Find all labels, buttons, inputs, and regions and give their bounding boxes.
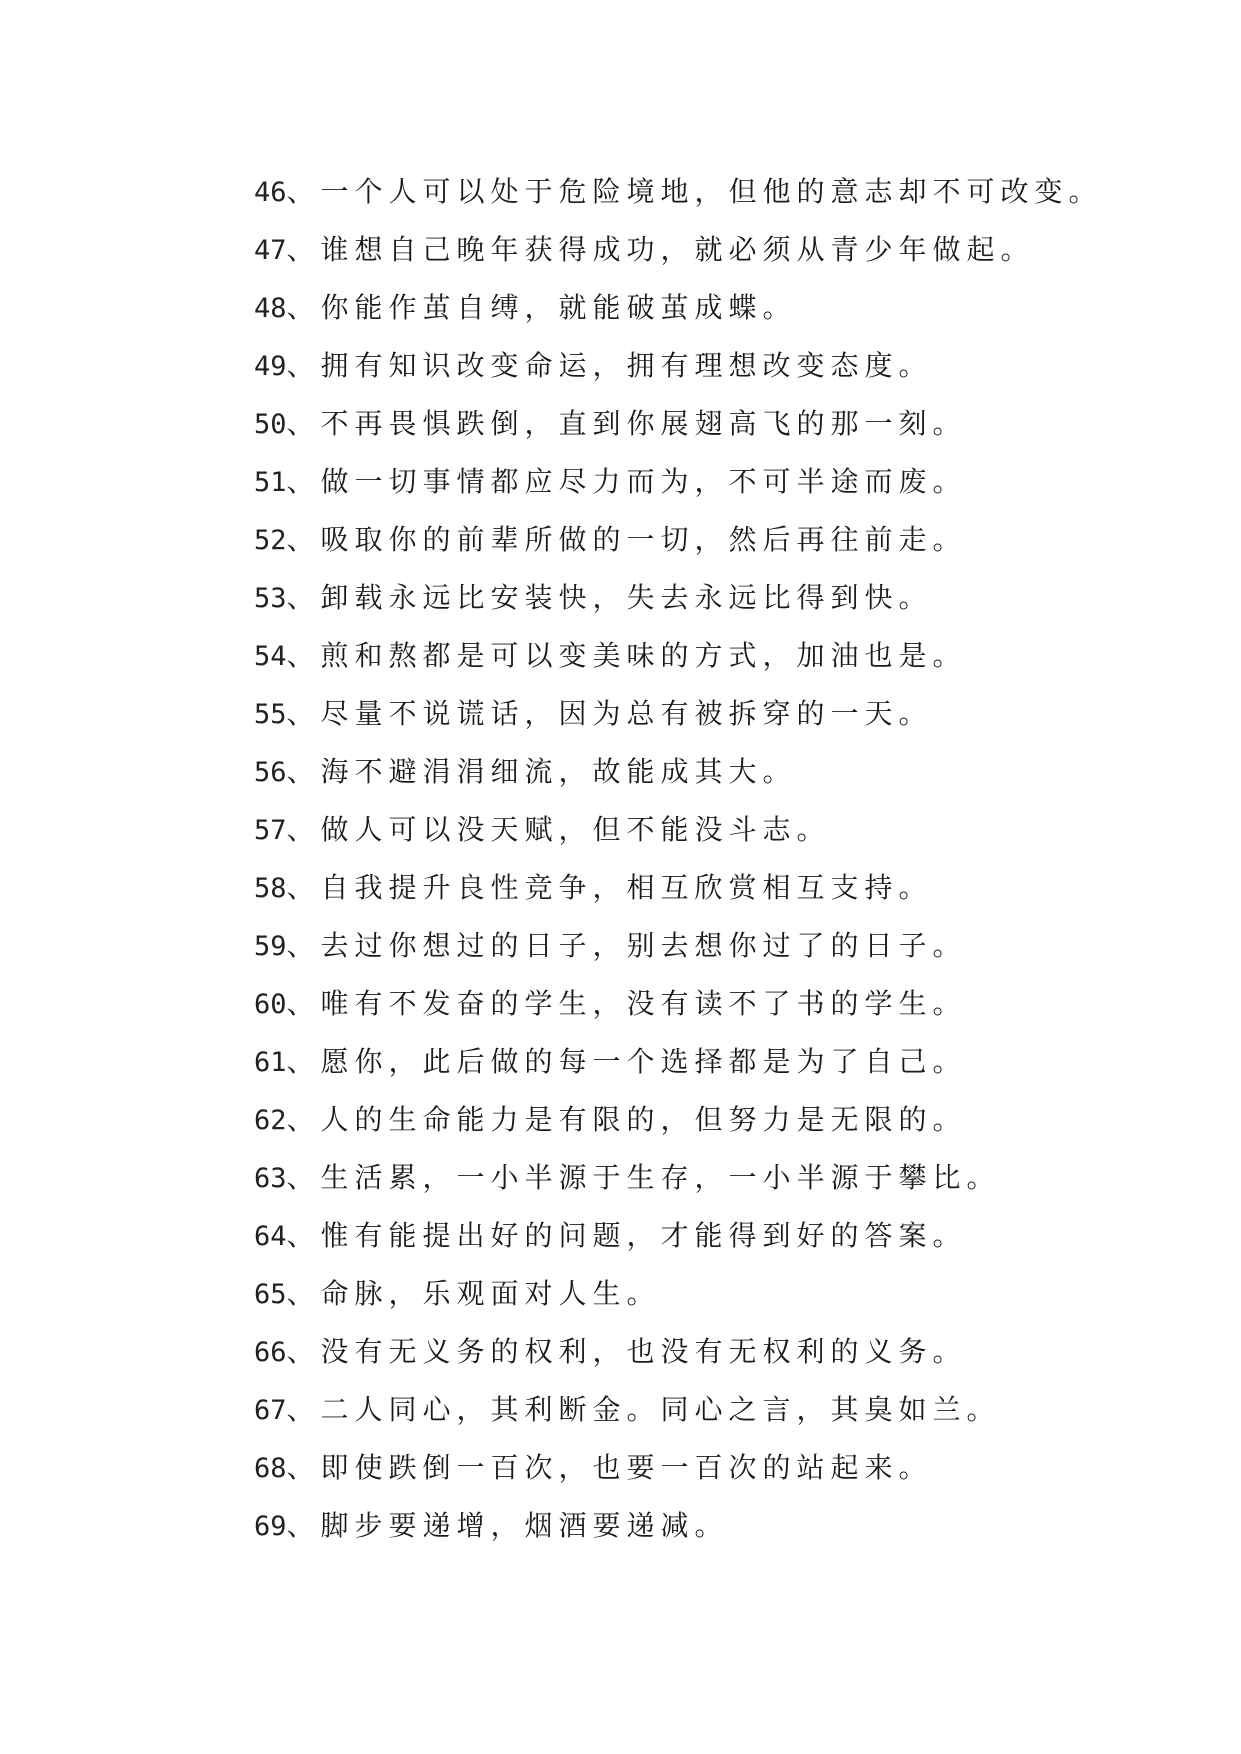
quote-number: 69	[254, 1511, 287, 1542]
quote-separator: 、	[286, 1045, 321, 1078]
quote-number: 54	[254, 641, 287, 672]
quote-separator: 、	[286, 523, 321, 556]
quote-item	[254, 511, 1103, 569]
quote-number: 66	[254, 1337, 287, 1368]
quote-text: 你能作茧自缚，就能破茧成蝶。	[320, 291, 797, 324]
quote-number: 47	[254, 235, 287, 266]
quote-item	[254, 453, 1103, 511]
quote-number: 55	[254, 699, 287, 730]
quote-item	[254, 685, 1103, 743]
quote-number: 63	[254, 1163, 287, 1194]
quote-text: 唯有不发奋的学生，没有读不了书的学生。	[320, 987, 967, 1020]
quote-text: 二人同心，其利断金。同心之言，其臭如兰。	[320, 1393, 1001, 1426]
quote-item	[254, 1265, 1103, 1323]
quote-separator: 、	[286, 1277, 321, 1310]
quote-number: 57	[254, 815, 287, 846]
quote-number: 68	[254, 1453, 287, 1484]
quote-item	[254, 1033, 1103, 1091]
quote-separator: 、	[286, 639, 321, 672]
quote-text: 自我提升良性竞争，相互欣赏相互支持。	[320, 871, 933, 904]
quote-item	[254, 1149, 1103, 1207]
quote-separator: 、	[286, 871, 321, 904]
quote-number: 60	[254, 989, 287, 1020]
quote-item	[254, 279, 1103, 337]
quote-separator: 、	[286, 1219, 321, 1252]
quote-text: 愿你，此后做的每一个选择都是为了自己。	[320, 1045, 967, 1078]
quote-item	[254, 917, 1103, 975]
quote-number: 58	[254, 873, 287, 904]
quote-separator: 、	[286, 349, 321, 382]
quote-separator: 、	[286, 1335, 321, 1368]
quote-number: 61	[254, 1047, 287, 1078]
quote-text: 拥有知识改变命运，拥有理想改变态度。	[320, 349, 933, 382]
quote-text: 没有无义务的权利，也没有无权利的义务。	[320, 1335, 967, 1368]
quote-separator: 、	[286, 1103, 321, 1136]
quote-number: 53	[254, 583, 287, 614]
quote-text: 海不避涓涓细流，故能成其大。	[320, 755, 797, 788]
quote-item	[254, 859, 1103, 917]
quote-separator: 、	[286, 233, 321, 266]
quote-item	[254, 627, 1103, 685]
quote-separator: 、	[286, 929, 321, 962]
quote-number: 62	[254, 1105, 287, 1136]
quote-number: 64	[254, 1221, 287, 1252]
quote-separator: 、	[286, 1393, 321, 1426]
quote-item	[254, 163, 1103, 221]
quote-separator: 、	[286, 987, 321, 1020]
quote-separator: 、	[286, 755, 321, 788]
quote-item	[254, 801, 1103, 859]
quote-number: 51	[254, 467, 287, 498]
quote-list	[254, 163, 1103, 1555]
quote-number: 46	[254, 177, 287, 208]
quote-text: 不再畏惧跌倒，直到你展翅高飞的那一刻。	[320, 407, 967, 440]
quote-item	[254, 1323, 1103, 1381]
quote-item	[254, 395, 1103, 453]
quote-item	[254, 743, 1103, 801]
quote-separator: 、	[286, 813, 321, 846]
quote-item	[254, 1091, 1103, 1149]
quote-item	[254, 975, 1103, 1033]
quote-separator: 、	[286, 581, 321, 614]
quote-text: 生活累，一小半源于生存，一小半源于攀比。	[320, 1161, 1001, 1194]
quote-text: 做人可以没天赋，但不能没斗志。	[320, 813, 831, 846]
quote-text: 去过你想过的日子，别去想你过了的日子。	[320, 929, 967, 962]
quote-item	[254, 1381, 1103, 1439]
quote-separator: 、	[286, 1451, 321, 1484]
quote-separator: 、	[286, 407, 321, 440]
quote-separator: 、	[286, 465, 321, 498]
quote-text: 人的生命能力是有限的，但努力是无限的。	[320, 1103, 967, 1136]
quote-item	[254, 221, 1103, 279]
quote-number: 56	[254, 757, 287, 788]
quote-separator: 、	[286, 291, 321, 324]
quote-number: 49	[254, 351, 287, 382]
quote-text: 即使跌倒一百次，也要一百次的站起来。	[320, 1451, 933, 1484]
quote-text: 尽量不说谎话，因为总有被拆穿的一天。	[320, 697, 933, 730]
quote-item	[254, 1439, 1103, 1497]
quote-number: 52	[254, 525, 287, 556]
quote-number: 50	[254, 409, 287, 440]
quote-text: 一个人可以处于危险境地，但他的意志却不可改变。	[320, 175, 1103, 208]
quote-text: 命脉，乐观面对人生。	[320, 1277, 661, 1310]
quote-item	[254, 569, 1103, 627]
quote-item	[254, 1497, 1103, 1555]
quote-separator: 、	[286, 697, 321, 730]
quote-text: 做一切事情都应尽力而为，不可半途而废。	[320, 465, 967, 498]
quote-number: 48	[254, 293, 287, 324]
quote-number: 59	[254, 931, 287, 962]
quote-text: 吸取你的前辈所做的一切，然后再往前走。	[320, 523, 967, 556]
quote-text: 脚步要递增，烟酒要递减。	[320, 1509, 729, 1542]
quote-text: 惟有能提出好的问题，才能得到好的答案。	[320, 1219, 967, 1252]
quote-item	[254, 337, 1103, 395]
quote-text: 卸载永远比安装快，失去永远比得到快。	[320, 581, 933, 614]
quote-item	[254, 1207, 1103, 1265]
quote-separator: 、	[286, 1161, 321, 1194]
quote-number: 65	[254, 1279, 287, 1310]
quote-separator: 、	[286, 1509, 321, 1542]
quote-number: 67	[254, 1395, 287, 1426]
quote-separator: 、	[286, 175, 321, 208]
quote-text: 谁想自己晚年获得成功，就必须从青少年做起。	[320, 233, 1035, 266]
quote-text: 煎和熬都是可以变美味的方式，加油也是。	[320, 639, 967, 672]
